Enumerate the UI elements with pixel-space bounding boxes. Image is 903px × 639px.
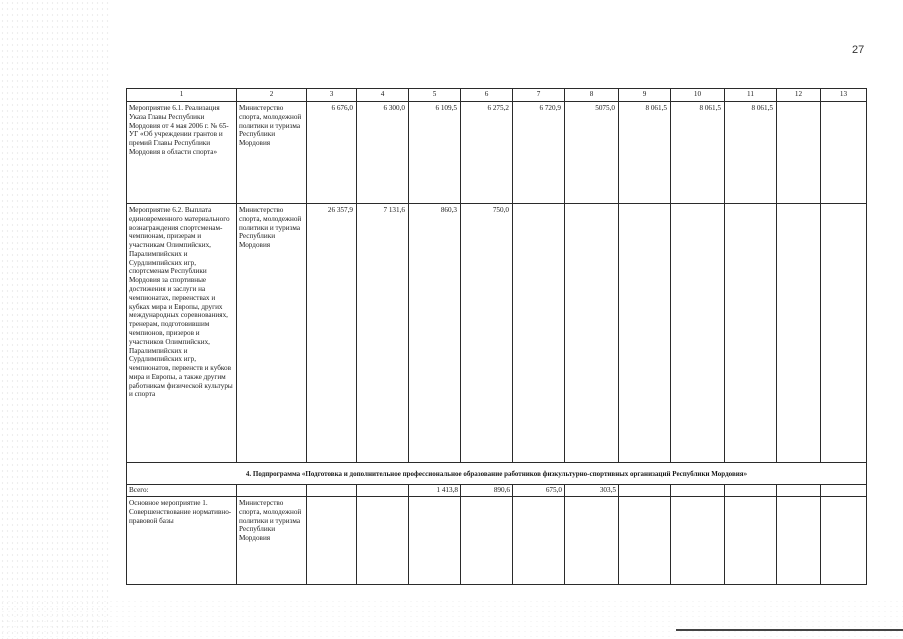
value-cell xyxy=(777,485,821,497)
value-cell xyxy=(513,497,565,585)
header-cell: 7 xyxy=(513,89,565,102)
value-cell xyxy=(565,204,619,463)
value-cell: 8 061,5 xyxy=(671,102,725,204)
value-cell xyxy=(619,497,671,585)
subprogram-row xyxy=(127,463,867,485)
header-cell: 10 xyxy=(671,89,725,102)
scan-noise-bottom xyxy=(0,599,903,639)
value-cell xyxy=(409,497,461,585)
value-cell: 8 061,5 xyxy=(725,102,777,204)
value-cell: 5075,0 xyxy=(565,102,619,204)
value-cell xyxy=(725,204,777,463)
event-cell: Основное мероприятие 1. Совершенствование нормативно-правовой базы xyxy=(127,497,237,585)
header-cell: 12 xyxy=(777,89,821,102)
header-cell: 13 xyxy=(821,89,867,102)
value-cell: 7 131,6 xyxy=(357,204,409,463)
total-row xyxy=(127,485,867,497)
value-cell: 6 109,5 xyxy=(409,102,461,204)
value-cell xyxy=(307,497,357,585)
event-cell: Мероприятие 6.1. Реализация Указа Главы Республики Мордовия от 4 мая 2006 г. № 65-УГ «Об учреждении грантов и премий Главы Республики Мордовия в области спорта» xyxy=(127,102,237,204)
value-cell: 303,5 xyxy=(565,485,619,497)
header-cell: 4 xyxy=(357,89,409,102)
subprogram-title: 4. Подпрограмма «Подготовка и дополнительное профессиональное образование работников физкультурно-спортивных организаций Республики Мордовия» xyxy=(127,463,867,485)
value-cell xyxy=(513,204,565,463)
value-cell xyxy=(307,485,357,497)
header-cell: 6 xyxy=(461,89,513,102)
value-cell: 6 720,9 xyxy=(513,102,565,204)
value-cell xyxy=(821,485,867,497)
value-cell xyxy=(461,497,513,585)
value-cell xyxy=(821,497,867,585)
footer-rule xyxy=(676,629,903,631)
value-cell xyxy=(671,204,725,463)
value-cell: 1 413,8 xyxy=(409,485,461,497)
value-cell xyxy=(821,204,867,463)
value-cell xyxy=(565,497,619,585)
value-cell xyxy=(357,497,409,585)
value-cell: 860,3 xyxy=(409,204,461,463)
event-cell: Мероприятие 6.2. Выплата единовременного материального вознаграждения спортсменам-чемпионам, призерам и участникам Олимпийских, Паралимпийских и Сурдлимпийских игр, спортсменам Республики Мордовия за спортивные достижения и заслуги на чемпионатах, первенствах и кубках мира и Европы, других международных соревнованиях, тренерам, подготовившим чемпионов, призеров и участников Олимпийских, Паралимпийских и Сурдлимпийских игр, чемпионатов, первенств и кубков мира и Европы, а также другим работникам физической культуры и спорта xyxy=(127,204,237,463)
value-cell: 890,6 xyxy=(461,485,513,497)
value-cell xyxy=(725,497,777,585)
header-cell: 5 xyxy=(409,89,461,102)
value-cell xyxy=(777,204,821,463)
header-row xyxy=(127,89,867,102)
scan-noise-left xyxy=(0,0,110,639)
value-cell xyxy=(821,102,867,204)
value-cell: 675,0 xyxy=(513,485,565,497)
value-cell xyxy=(619,204,671,463)
value-cell: 6 300,0 xyxy=(357,102,409,204)
page-number: 27 xyxy=(852,44,865,56)
value-cell xyxy=(671,497,725,585)
value-cell xyxy=(777,102,821,204)
value-cell: 6 676,0 xyxy=(307,102,357,204)
executor-cell: Министерство спорта, молодежной политики и туризма Республики Мордовия xyxy=(237,497,307,585)
total-label: Всего: xyxy=(127,485,237,497)
value-cell xyxy=(619,485,671,497)
header-cell: 8 xyxy=(565,89,619,102)
header-cell: 9 xyxy=(619,89,671,102)
executor-cell: Министерство спорта, молодежной политики и туризма Республики Мордовия xyxy=(237,102,307,204)
header-cell: 2 xyxy=(237,89,307,102)
header-cell: 1 xyxy=(127,89,237,102)
header-cell: 3 xyxy=(307,89,357,102)
table-row xyxy=(127,102,867,204)
value-cell xyxy=(725,485,777,497)
value-cell: 26 357,9 xyxy=(307,204,357,463)
table-row xyxy=(127,204,867,463)
value-cell xyxy=(357,485,409,497)
value-cell: 8 061,5 xyxy=(619,102,671,204)
header-cell: 11 xyxy=(725,89,777,102)
executor-cell xyxy=(237,485,307,497)
value-cell: 750,0 xyxy=(461,204,513,463)
value-cell xyxy=(777,497,821,585)
value-cell: 6 275,2 xyxy=(461,102,513,204)
table-row xyxy=(127,497,867,585)
executor-cell: Министерство спорта, молодежной политики и туризма Республики Мордовия xyxy=(237,204,307,463)
program-table xyxy=(126,88,867,585)
value-cell xyxy=(671,485,725,497)
